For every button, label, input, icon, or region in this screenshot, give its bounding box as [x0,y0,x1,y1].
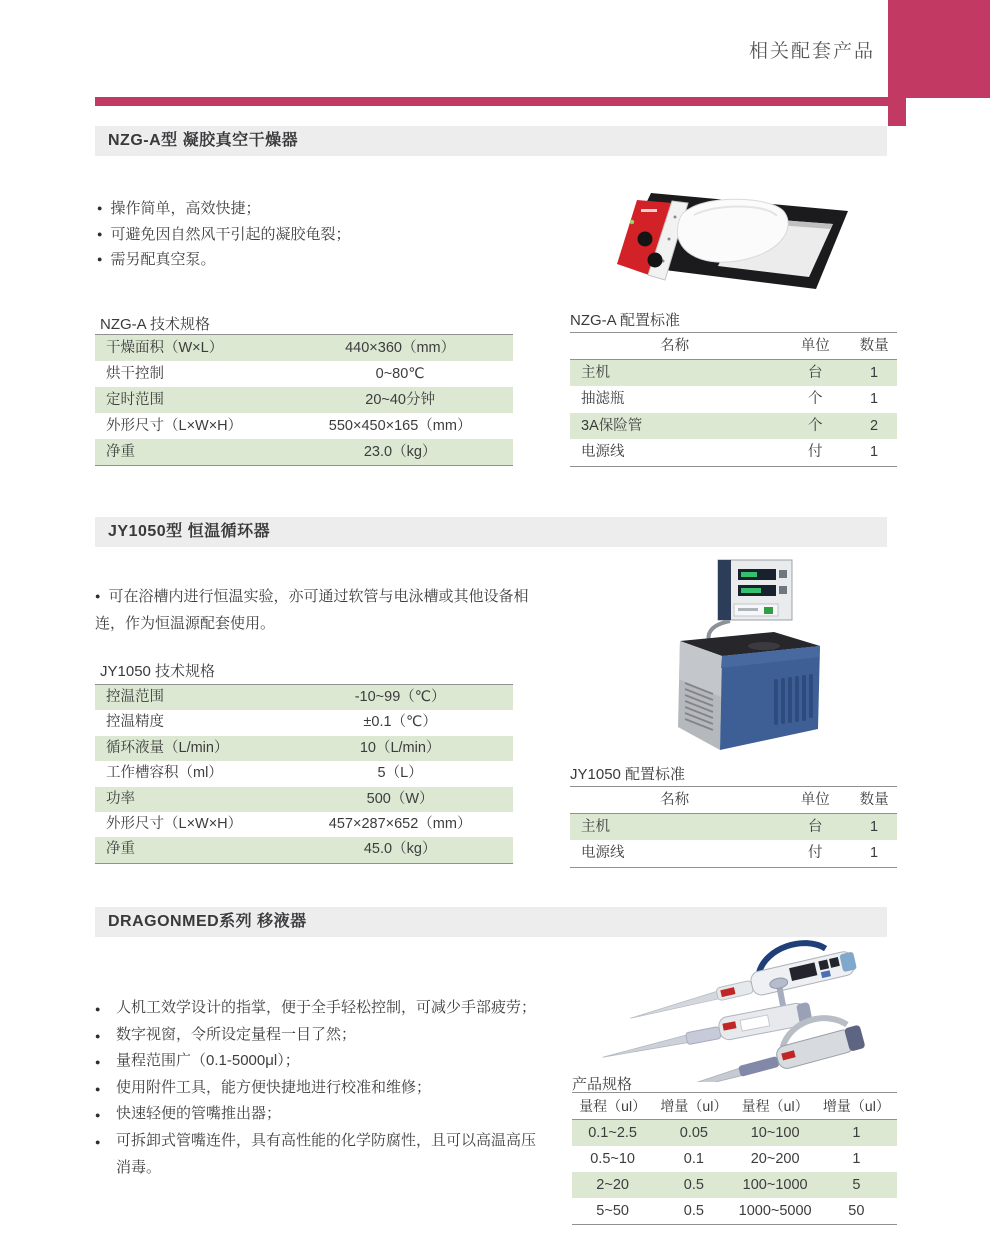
cell: 0.05 [679,1125,708,1141]
column-header: 数量 [859,338,889,354]
cell-qty: 1 [870,845,879,862]
cell: 20~200 [750,1151,800,1167]
cell: 5 [852,1177,861,1193]
bullet-text: 操作简单，高效快捷； [110,200,261,217]
list-item [95,1128,542,1181]
spec-value: 550×450×165（mm） [328,418,472,434]
accent-rule [95,97,906,106]
list-item [97,247,527,273]
table-row [95,413,513,439]
bullet-text: 可避免因自然风干引起的凝胶龟裂； [110,225,351,243]
bullet-text: 量程范围广（0.1-5000μl）； [116,1052,300,1070]
list-item [95,1048,542,1075]
table-row [570,413,897,439]
bullet-icon: ● [95,1110,101,1121]
cell-qty: 2 [870,417,879,434]
table-row [95,387,513,413]
cell: 0.5 [683,1203,704,1219]
list-item [97,222,527,248]
cell-unit: 付 [807,845,823,862]
spec-label: 外形尺寸（L×W×H） [106,418,243,434]
column-header: 单位 [800,792,830,808]
table-row [570,814,897,840]
accent-rule-stub [888,97,906,126]
section-title-dragonmed: DRAGONMED系列 移液器 [95,907,887,937]
spec-label: 定时范围 [106,392,164,408]
nzg-config-title: NZG-A 配置标准 [570,312,681,329]
spec-label: 外形尺寸（L×W×H） [106,815,243,832]
cell: 0.1 [683,1151,704,1167]
cell-qty: 1 [870,365,879,381]
bullet-icon: ● [95,1083,101,1094]
list-item [95,1075,542,1102]
cell-unit: 台 [807,365,823,381]
nzg-spec-title: NZG-A 技术规格 [100,316,211,333]
column-header: 单位 [800,338,830,354]
spec-value: 440×360（mm） [345,340,456,356]
bullet-text: 可在浴槽内进行恒温实验，亦可通过软管与电泳槽或其他设备相连，作为恒温源配套使用。 [95,588,529,632]
table-row [95,685,513,710]
bullet-text: 快速轻便的管嘴推出器； [116,1105,282,1123]
cell-name: 主机 [581,819,610,835]
page-header-title: 相关配套产品 [748,41,875,62]
spec-label: 净重 [106,444,135,460]
spec-value: 5（L） [377,765,423,782]
jy-feature-text [95,583,529,637]
table-row [572,1198,897,1224]
cell-name: 主机 [581,365,610,381]
list-item [95,1022,542,1049]
bullet-text: 数字视窗，令所设定量程一目了然； [116,1025,357,1043]
table-row [95,710,513,735]
bullet-text: 人机工效学设计的指掌，便于全手轻松控制，可减少手部疲劳； [116,999,537,1016]
cell: 0.1~2.5 [588,1125,638,1141]
table-row [95,837,513,862]
cell-qty: 1 [870,444,879,461]
column-header: 量程（ul） [579,1098,647,1114]
accent-corner-block [888,0,990,98]
table-row [572,1172,897,1198]
bullet-text: 使用附件工具，能方便快捷地进行校准和维修； [116,1078,432,1096]
spec-label: 功率 [106,790,135,807]
cell-name: 3A保险管 [581,417,643,434]
cell-name: 电源线 [581,845,625,862]
cell: 0.5 [683,1177,704,1193]
nzg-product-image [615,167,860,297]
table-row [95,761,513,786]
cell: 5~50 [596,1203,629,1219]
spec-label: 控温范围 [106,689,164,705]
cell: 10~100 [750,1125,800,1141]
dragonmed-feature-list [95,995,542,1181]
jy-config-table [570,786,897,868]
bullet-text: 需另配真空泵。 [110,251,216,269]
section-title-jy1050: JY1050型 恒温循环器 [95,517,887,547]
spec-value: 10（L/min） [359,739,441,756]
spec-value: 45.0（kg） [363,841,437,858]
pipette-spec-table [572,1092,897,1225]
cell-unit: 个 [807,391,823,408]
table-row [95,812,513,837]
jy-spec-title: JY1050 技术规格 [100,663,216,680]
spec-label: 控温精度 [106,714,164,731]
table-header-row [572,1093,897,1120]
bullet-icon: ● [97,228,103,239]
table-row [95,736,513,761]
cell-unit: 付 [807,444,823,461]
spec-label: 烘干控制 [106,366,164,382]
table-row [570,439,897,465]
list-item [95,995,542,1022]
cell-qty: 1 [870,819,879,835]
bullet-icon: ● [95,1057,101,1068]
cell: 2~20 [596,1177,629,1193]
table-row [95,361,513,387]
table-row [572,1120,897,1146]
cell-unit: 个 [807,417,823,434]
pipettes-product-image [593,940,903,1082]
table-row [95,787,513,812]
list-item [97,196,527,222]
table-row [570,386,897,412]
spec-value: -10~99（℃） [354,689,446,705]
bullet-text: 可拆卸式管嘴连件，具有高性能的化学防腐性，且可以高温高压消毒。 [116,1131,537,1176]
nzg-spec-table [95,334,513,466]
bullet-icon: ● [97,203,103,213]
jy-spec-table [95,684,513,864]
cell: 1000~5000 [738,1203,812,1219]
table-row [570,360,897,386]
cell: 1 [852,1125,861,1141]
column-header: 名称 [660,338,690,354]
section-title-nzg: NZG-A型 凝胶真空干燥器 [95,126,887,156]
cell: 100~1000 [742,1177,808,1193]
bullet-icon: ● [95,1136,101,1147]
column-header: 名称 [660,792,690,808]
table-row [95,335,513,361]
column-header: 增量（ul） [822,1098,890,1114]
nzg-feature-list [97,196,527,273]
spec-value: 457×287×652（mm） [328,815,472,832]
jy-config-title: JY1050 配置标准 [570,766,686,783]
table-row [570,840,897,866]
bullet-icon: ● [95,1004,101,1014]
bullet-icon: ● [95,591,101,601]
spec-value: 23.0（kg） [363,444,437,460]
nzg-config-table [570,332,897,467]
jy1050-product-image [668,557,830,754]
column-header: 增量（ul） [660,1098,728,1114]
product-spec-title: 产品规格 [572,1076,633,1093]
cell-name: 电源线 [581,444,625,461]
bullet-icon: ● [97,254,103,265]
spec-label: 工作槽容积（ml） [106,765,223,782]
cell-name: 抽滤瓶 [581,391,625,408]
spec-label: 净重 [106,841,135,858]
spec-value: ±0.1（℃） [363,714,437,731]
column-header: 量程（ul） [741,1098,809,1114]
cell-qty: 1 [870,391,879,408]
cell: 50 [848,1203,865,1219]
column-header: 数量 [859,792,889,808]
cell: 1 [852,1151,861,1167]
list-item [95,1101,542,1128]
bullet-icon: ● [95,1030,101,1041]
table-row [95,439,513,465]
table-row [572,1146,897,1172]
spec-value: 0~80℃ [375,366,425,382]
cell: 0.5~10 [590,1151,635,1167]
spec-value: 500（W） [366,790,434,807]
spec-label: 干燥面积（W×L） [106,340,224,356]
table-header-row [570,333,897,360]
spec-value: 20~40分钟 [365,392,435,408]
table-header-row [570,787,897,814]
spec-label: 循环液量（L/min） [106,739,229,756]
cell-unit: 台 [807,819,823,835]
